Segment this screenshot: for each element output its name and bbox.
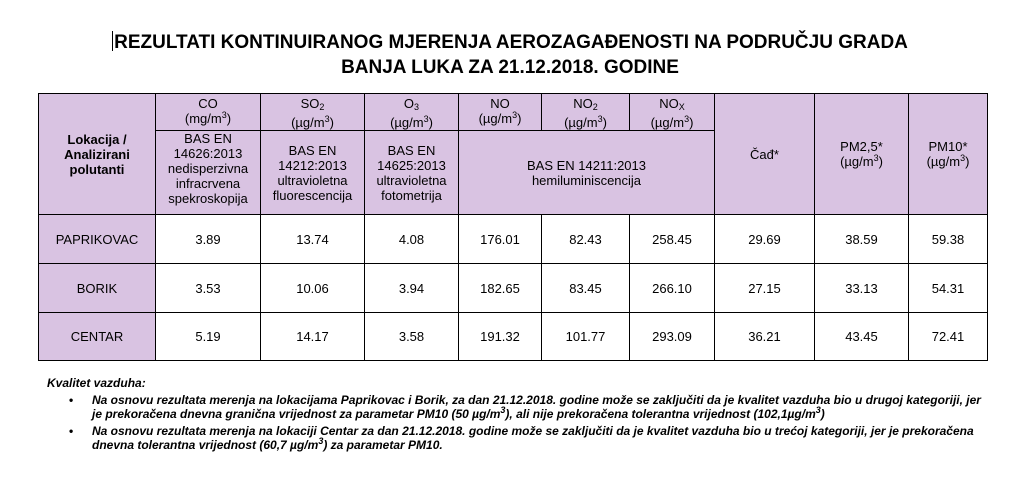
header-no: NO $(\mu g/m^3)$ bbox=[459, 94, 542, 131]
list-item: • Na osnovu rezultata merenja na lokacijama Paprikovac i Borik, za dan 21.12.2018. godine može se zaključiti da je kvalitet vazduha bio u drugoj kategoriji, jer je prekoračena dnevna granična vrijednost za parametar PM10 (50 $\mu g/m^3$), ali nije prekoračena tolerantna vrijednost $(102,1\mu g/m^3)$ bbox=[69, 392, 981, 421]
notes-heading: Kvalitet vazduha: bbox=[47, 376, 146, 390]
cell-cad: 27.15 bbox=[715, 264, 815, 313]
cell-no2: 82.43 bbox=[542, 215, 630, 264]
method-co: BAS EN 14626:2013 nedisperzivna infracrvena spekroskopija bbox=[156, 131, 261, 215]
cell-so2: 13.74 bbox=[261, 215, 365, 264]
bullet-icon: • bbox=[69, 423, 74, 438]
header-pm10: PM10* $(\mu g/m^3)$ bbox=[909, 94, 988, 215]
method-o3: BAS EN 14625:2013 ultravioletna fotometrija bbox=[365, 131, 459, 215]
cell-pm10: 59.38 bbox=[909, 215, 988, 264]
text-cursor bbox=[112, 31, 113, 51]
cell-o3: 3.94 bbox=[365, 264, 459, 313]
cell-no2: 83.45 bbox=[542, 264, 630, 313]
header-nox: $NO_X$ $(\mu g/m^3)$ bbox=[630, 94, 715, 131]
cell-co: 5.19 bbox=[156, 313, 261, 361]
cell-nox: 266.10 bbox=[630, 264, 715, 313]
cell-no2: 101.77 bbox=[542, 313, 630, 361]
cell-pm25: 43.45 bbox=[815, 313, 909, 361]
cell-no: 176.01 bbox=[459, 215, 542, 264]
row-location: BORIK bbox=[39, 264, 156, 313]
row-location: PAPRIKOVAC bbox=[39, 215, 156, 264]
cell-cad: 36.21 bbox=[715, 313, 815, 361]
title-line-1-text: REZULTATI KONTINUIRANOG MJERENJA AEROZAGAĐENOSTI NA PODRUČJU GRADA bbox=[114, 32, 908, 53]
bullet-icon: • bbox=[69, 392, 74, 407]
cell-co: 3.53 bbox=[156, 264, 261, 313]
results-table bbox=[38, 93, 988, 361]
row-location: CENTAR bbox=[39, 313, 156, 361]
method-so2: BAS EN 14212:2013 ultravioletna fluorescencija bbox=[261, 131, 365, 215]
table-row bbox=[39, 264, 988, 313]
corner-line: Lokacija / bbox=[67, 131, 127, 147]
cell-cad: 29.69 bbox=[715, 215, 815, 264]
header-co: CO $(mg/m^3)$ bbox=[156, 94, 261, 131]
table-row bbox=[39, 313, 988, 361]
cell-o3: 3.58 bbox=[365, 313, 459, 361]
cell-co: 3.89 bbox=[156, 215, 261, 264]
cell-pm25: 38.59 bbox=[815, 215, 909, 264]
title-line-1 bbox=[0, 30, 1020, 55]
header-cad: Čađ* bbox=[715, 94, 815, 215]
header-so2: $SO_2$ $(\mu g/m^3)$ bbox=[261, 94, 365, 131]
method-nox: BAS EN 14211:2013 hemiluminiscencija bbox=[459, 131, 715, 215]
cell-nox: 258.45 bbox=[630, 215, 715, 264]
cell-no: 191.32 bbox=[459, 313, 542, 361]
header-o3: $O_3$ $(\mu g/m^3)$ bbox=[365, 94, 459, 131]
air-quality-notes bbox=[47, 376, 987, 455]
cell-nox: 293.09 bbox=[630, 313, 715, 361]
cell-no: 182.65 bbox=[459, 264, 542, 313]
document-title bbox=[0, 30, 1020, 80]
table-row bbox=[39, 215, 988, 264]
title-line-2: BANJA LUKA ZA 21.12.2018. GODINE bbox=[341, 57, 679, 78]
cell-so2: 10.06 bbox=[261, 264, 365, 313]
corner-line: polutanti bbox=[69, 161, 125, 177]
list-item: • Na osnovu rezultata merenja na lokaciji Centar za dan 21.12.2018. godine može se zaključiti da je kvalitet vazduha bio u trećoj kategoriji, jer je prekoračena dnevna tolerantna vrijednost (60,7 $\mu g/m^3$) za parametar PM10. bbox=[69, 423, 974, 452]
header-pm25: PM2,5* $(\mu g/m^3)$ bbox=[815, 94, 909, 215]
header-no2: $NO_2$ $(\mu g/m^3)$ bbox=[542, 94, 630, 131]
cell-o3: 4.08 bbox=[365, 215, 459, 264]
corner-line: Analizirani bbox=[64, 146, 130, 162]
cell-pm10: 54.31 bbox=[909, 264, 988, 313]
cell-pm25: 33.13 bbox=[815, 264, 909, 313]
cell-pm10: 72.41 bbox=[909, 313, 988, 361]
notes-list bbox=[47, 393, 987, 453]
cell-so2: 14.17 bbox=[261, 313, 365, 361]
corner-header bbox=[39, 94, 156, 215]
